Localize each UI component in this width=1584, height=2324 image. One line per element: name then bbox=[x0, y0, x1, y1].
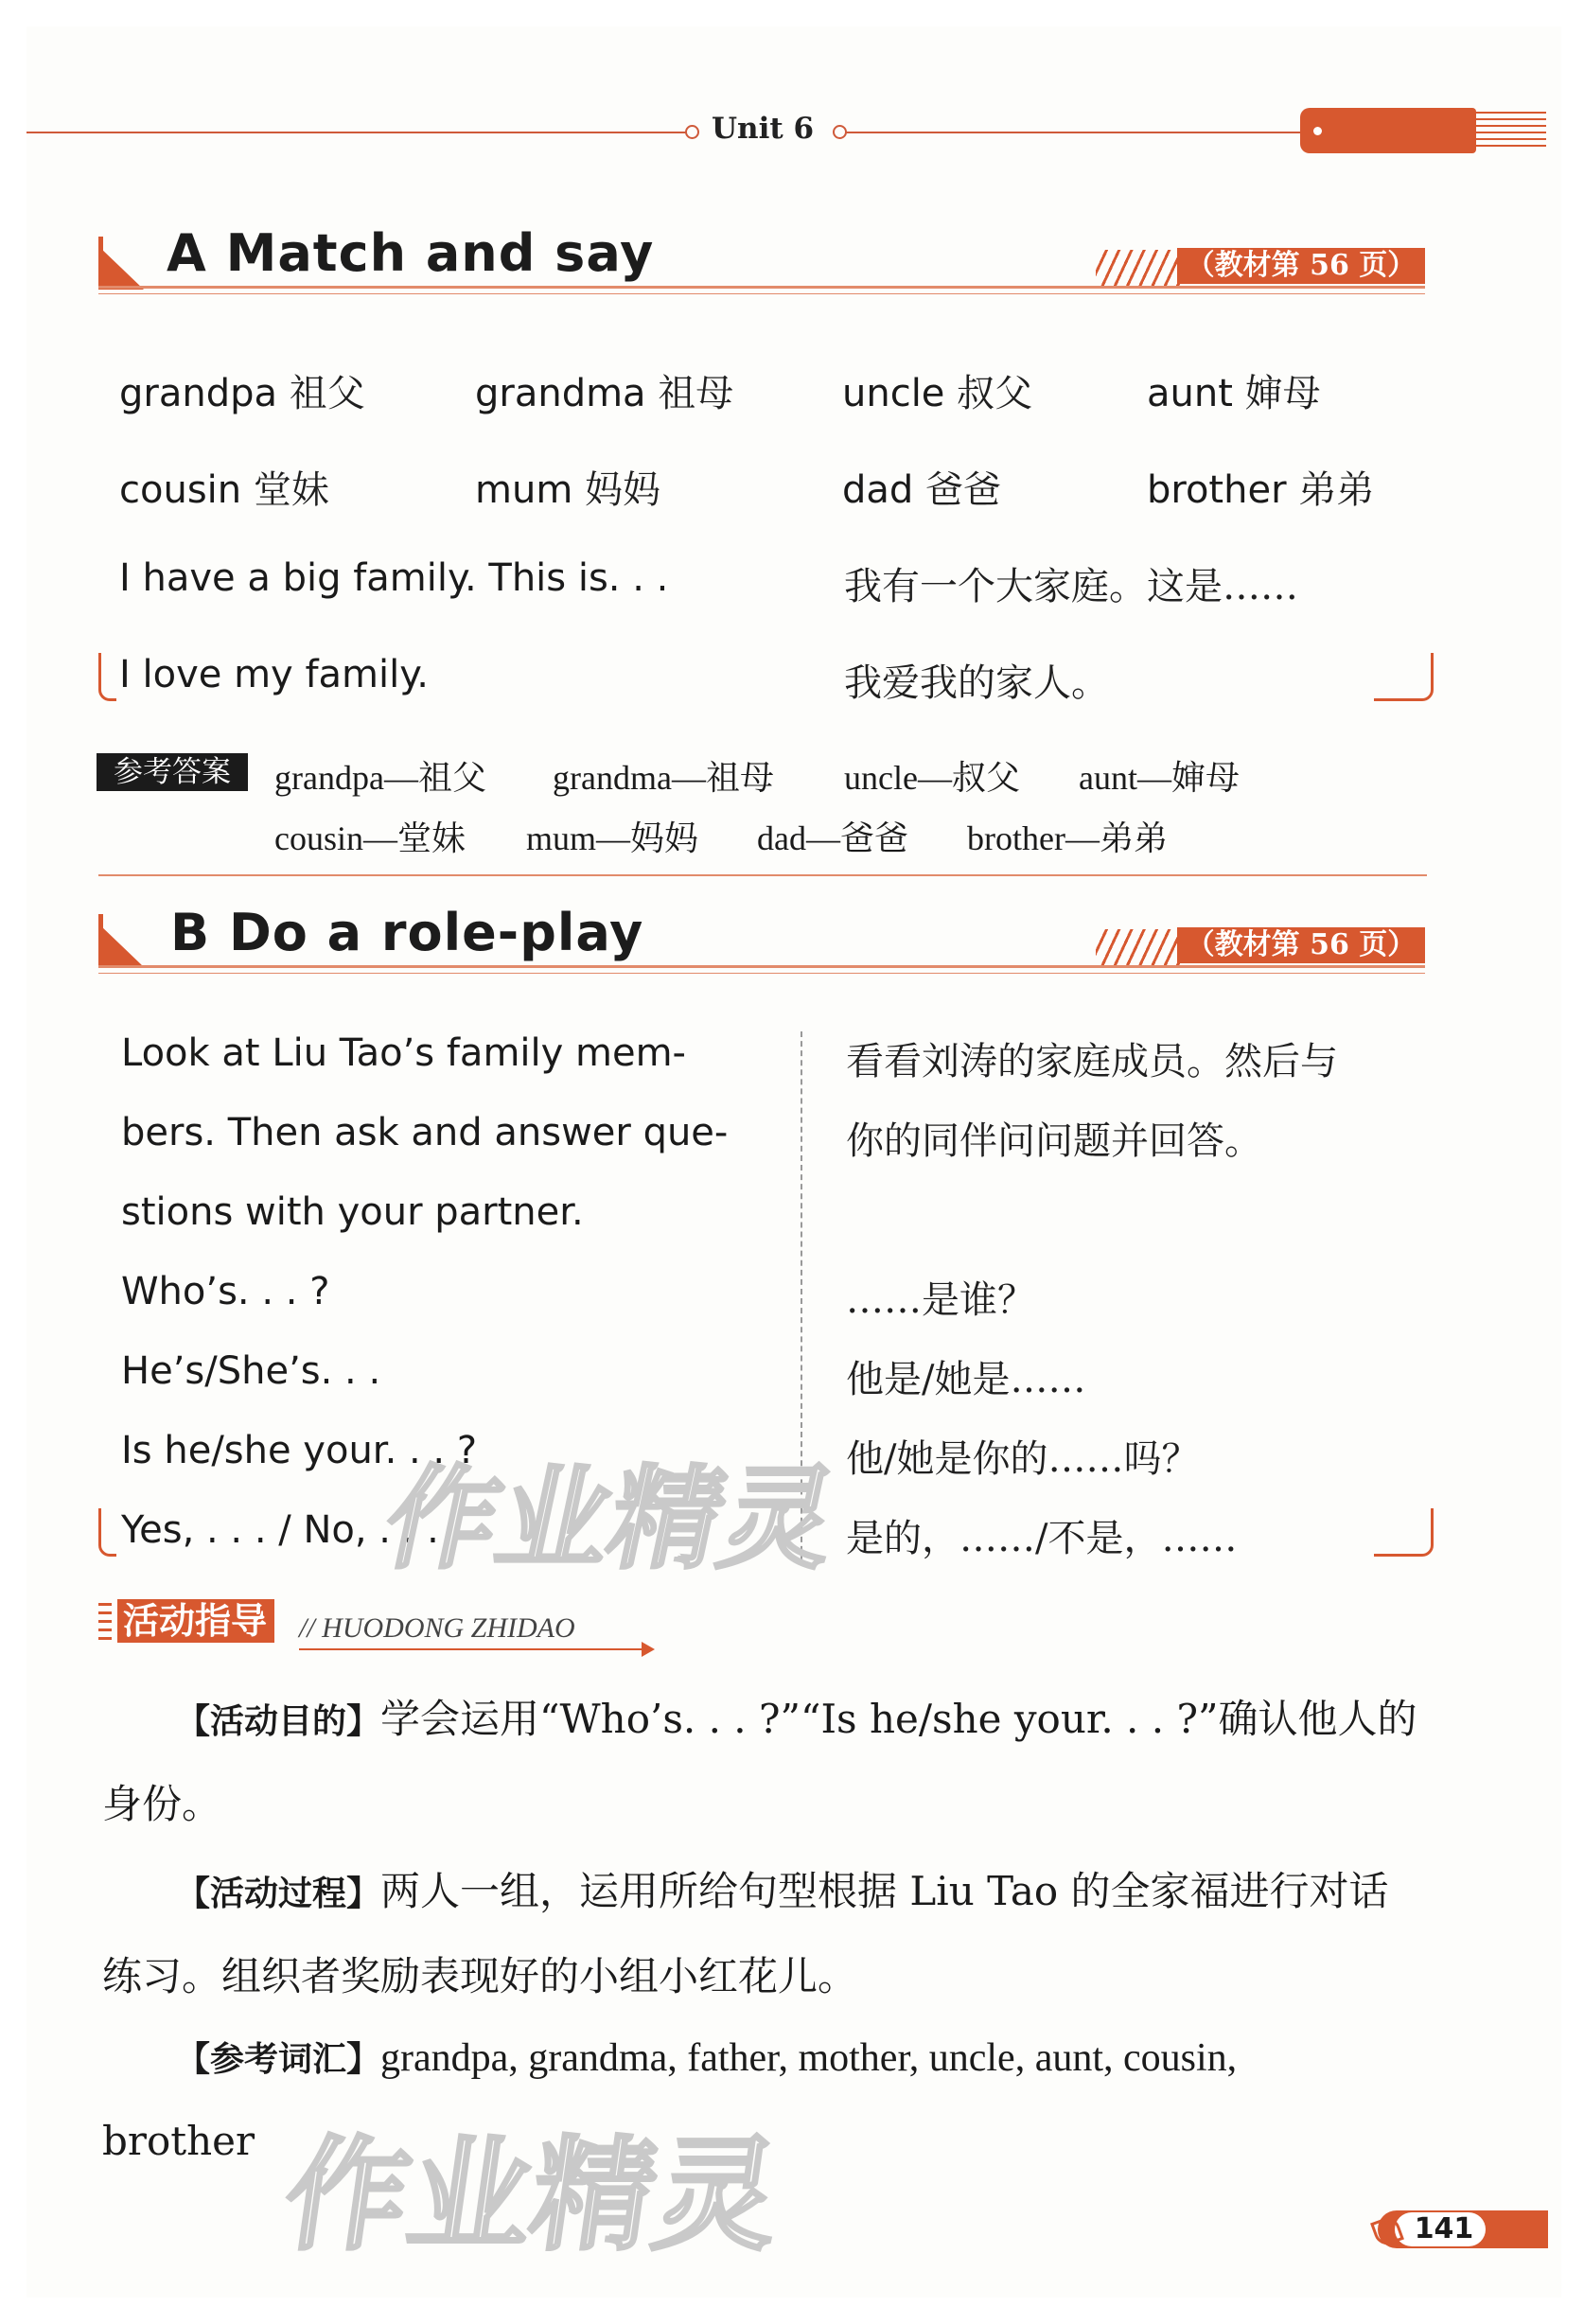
page-number: 141 bbox=[1414, 2212, 1474, 2245]
section-b-rule bbox=[98, 965, 1425, 968]
section-b-triangle bbox=[98, 924, 144, 967]
section-a-bracket-left bbox=[98, 653, 116, 701]
header-stripes bbox=[1476, 112, 1546, 150]
pattern-yes-no: Yes, . . . / No, . . . bbox=[121, 1508, 439, 1552]
section-b-bracket-left bbox=[98, 1508, 116, 1557]
answer-brother: brother—弟弟 bbox=[967, 819, 1168, 857]
section-a-rule-thin bbox=[98, 293, 1425, 294]
pattern-hes-shes-zh: 他是/她是…… bbox=[846, 1358, 1086, 1401]
answer-cousin: cousin—堂妹 bbox=[274, 819, 466, 857]
answer-dad: dad—爸爸 bbox=[757, 819, 908, 857]
sentence-big-family-en: I have a big family. This is. . . bbox=[119, 556, 669, 600]
activity-badge-pinyin: // HUODONG ZHIDAO bbox=[299, 1612, 575, 1644]
section-b-page-ref: （教材第 56 页） bbox=[1177, 927, 1425, 963]
header-rule-right bbox=[846, 132, 1302, 133]
answer-grandpa: grandpa—祖父 bbox=[274, 759, 486, 797]
activity-goal-line-2: 身份。 bbox=[102, 1781, 222, 1827]
activity-goal-line-1: 【活动目的】学会运用“Who’s. . . ?”“Is he/she your. . . ?”确认他人的 bbox=[176, 1696, 1417, 1742]
word-cousin: cousin 堂妹 bbox=[119, 468, 329, 512]
pattern-hes-shes: He’s/She’s. . . bbox=[121, 1349, 381, 1393]
pattern-is-he-she-your: Is he/she your. . . ? bbox=[121, 1429, 478, 1472]
pattern-whos: Who’s. . . ? bbox=[121, 1270, 330, 1313]
activity-badge-marks bbox=[98, 1603, 112, 1641]
activity-vocab-line-1: 【参考词汇】grandpa, grandma, father, mother, uncle, aunt, cousin, bbox=[176, 2036, 1238, 2080]
section-b-title: B Do a role-play bbox=[170, 903, 644, 962]
header-tab-dot bbox=[1313, 127, 1322, 135]
pattern-is-he-she-your-zh: 他/她是你的……吗？ bbox=[846, 1437, 1200, 1481]
activity-vocab-tag: 【参考词汇】 bbox=[176, 2040, 381, 2079]
section-separator bbox=[98, 874, 1427, 876]
section-a-bracket-right bbox=[1374, 653, 1434, 701]
sentence-love-family-en: I love my family. bbox=[119, 653, 429, 696]
role-play-instruction-zh-1: 看看刘涛的家庭成员。然后与 bbox=[846, 1040, 1338, 1083]
word-aunt: aunt 婶母 bbox=[1147, 372, 1321, 415]
role-play-instruction-zh-2: 你的同伴问问题并回答。 bbox=[846, 1119, 1262, 1163]
watermark: 作业精灵 bbox=[374, 1453, 849, 1584]
header-rule-left bbox=[26, 132, 689, 133]
answer-grandma: grandma—祖母 bbox=[553, 759, 774, 797]
answer-badge: 参考答案 bbox=[97, 753, 248, 791]
watermark: 作业精灵 bbox=[275, 2123, 789, 2267]
word-uncle: uncle 叔父 bbox=[842, 372, 1033, 415]
pattern-yes-no-zh: 是的，……/不是，…… bbox=[846, 1517, 1238, 1560]
section-b-bracket-right bbox=[1374, 1508, 1434, 1557]
word-dad: dad 爸爸 bbox=[842, 468, 1002, 512]
section-a-stripes bbox=[1096, 250, 1181, 288]
role-play-instruction-line-1: Look at Liu Tao’s family mem- bbox=[121, 1031, 686, 1075]
pattern-whos-zh: ……是谁？ bbox=[846, 1278, 1035, 1322]
role-play-instruction-line-2: bers. Then ask and answer que- bbox=[121, 1111, 729, 1154]
activity-process-tag: 【活动过程】 bbox=[176, 1875, 381, 1913]
activity-goal-tag: 【活动目的】 bbox=[176, 1702, 381, 1741]
activity-arrow-line bbox=[299, 1648, 651, 1650]
word-brother: brother 弟弟 bbox=[1147, 468, 1375, 512]
section-a-triangle bbox=[98, 246, 144, 290]
header-tab bbox=[1300, 108, 1476, 153]
answer-mum: mum—妈妈 bbox=[526, 819, 699, 857]
activity-badge: 活动指导 bbox=[117, 1599, 274, 1643]
header-dot-right bbox=[833, 125, 847, 139]
activity-vocab-line-2: brother bbox=[102, 2118, 255, 2164]
answer-uncle: uncle—叔父 bbox=[844, 759, 1020, 797]
word-grandma: grandma 祖母 bbox=[475, 372, 734, 415]
answer-aunt: aunt—婶母 bbox=[1079, 759, 1240, 797]
section-a-page-ref: （教材第 56 页） bbox=[1177, 248, 1425, 284]
word-mum: mum 妈妈 bbox=[475, 468, 660, 512]
section-b-rule-thin bbox=[98, 973, 1425, 974]
sentence-love-family-zh: 我爱我的家人。 bbox=[844, 661, 1109, 705]
section-a-title: A Match and say bbox=[167, 223, 655, 283]
sentence-big-family-zh: 我有一个大家庭。这是…… bbox=[844, 565, 1298, 608]
section-a-rule bbox=[98, 286, 1425, 289]
role-play-instruction-line-3: stions with your partner. bbox=[121, 1190, 584, 1234]
activity-process-line-2: 练习。组织者奖励表现好的小组小红花儿。 bbox=[102, 1953, 858, 1999]
activity-arrow-head bbox=[642, 1642, 655, 1657]
activity-process-line-1: 【活动过程】两人一组，运用所给句型根据 Liu Tao 的全家福进行对话 bbox=[176, 1868, 1389, 1914]
section-b-stripes bbox=[1096, 929, 1181, 967]
word-grandpa: grandpa 祖父 bbox=[119, 372, 365, 415]
unit-title: Unit 6 bbox=[712, 112, 815, 146]
header-dot-left bbox=[685, 125, 699, 139]
